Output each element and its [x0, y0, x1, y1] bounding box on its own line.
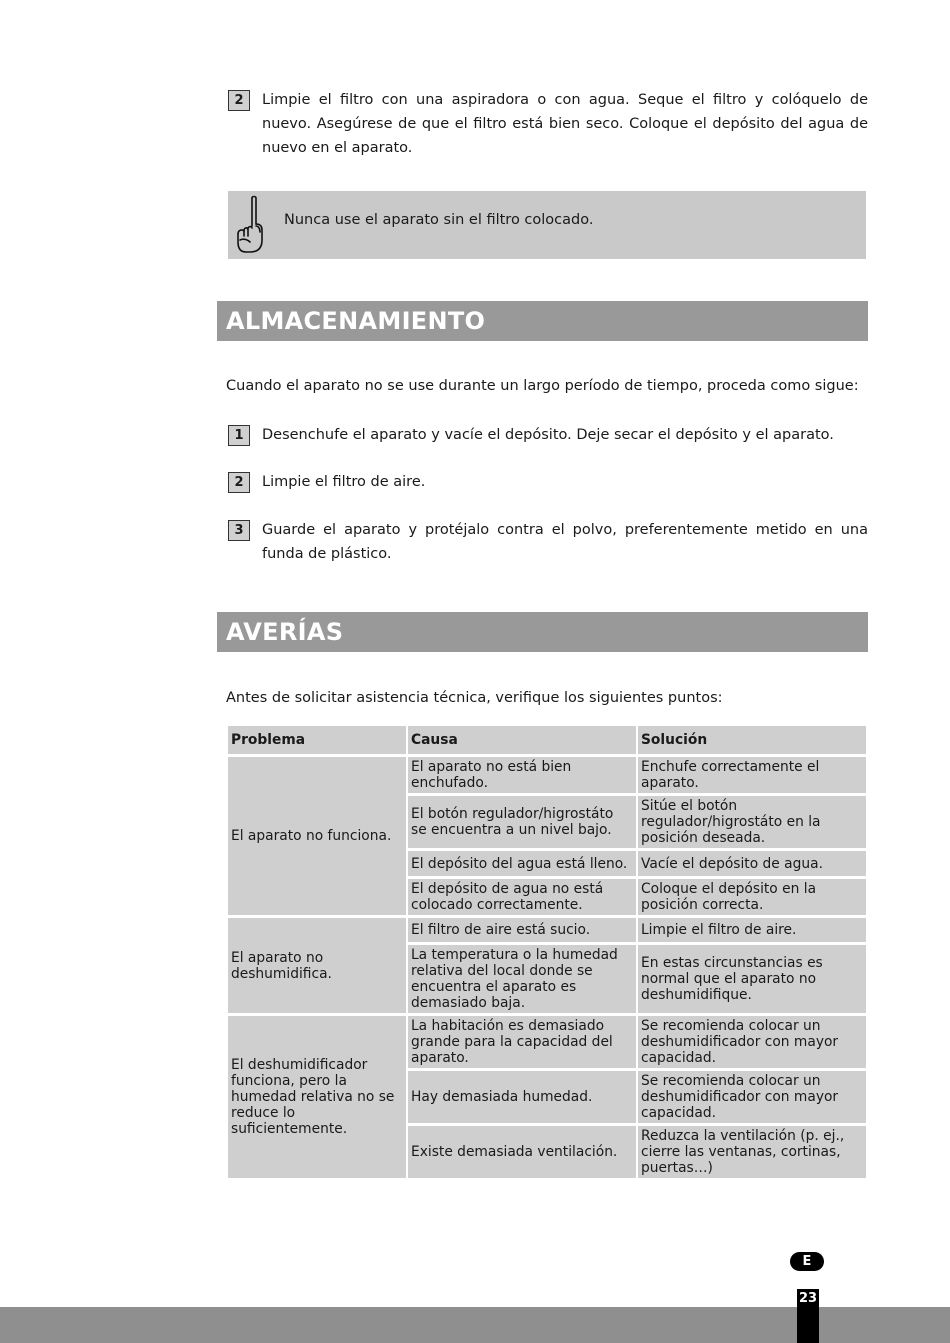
note-text: Nunca use el aparato sin el filtro colocado. [284, 212, 594, 228]
page-number: 23 [798, 1291, 818, 1306]
solution-cell: En estas circunstancias es normal que el aparato no deshumidifique. [638, 945, 866, 1013]
cause-cell: Hay demasiada humedad. [408, 1071, 636, 1123]
storage-intro: Cuando el aparato no se use durante un largo período de tiempo, proceda como sigue: [226, 378, 859, 394]
faults-section-header [217, 612, 868, 652]
cause-cell: El depósito de agua no está colocado correctamente. [408, 879, 636, 915]
storage-step [228, 423, 868, 447]
step-text: Desenchufe el aparato y vacíe el depósito. Deje secar el depósito y el aparato. [262, 427, 834, 443]
storage-title: ALMACENAMIENTO [226, 307, 486, 335]
solution-cell: Vacíe el depósito de agua. [638, 851, 866, 876]
pointing-hand-icon [234, 194, 268, 256]
note-box [228, 191, 866, 259]
step-text: Guarde el aparato y protéjalo contra el polvo, preferentemente metido en una funda de plástico. [262, 522, 868, 562]
cause-cell: El depósito del agua está lleno. [408, 851, 636, 876]
storage-step [228, 518, 868, 566]
problem-cell: El aparato no deshumidifica. [228, 918, 406, 1013]
storage-step [228, 470, 868, 494]
solution-cell: Se recomienda colocar un deshumidificador con mayor capacidad. [638, 1016, 866, 1068]
cause-cell: El botón regulador/higrostáto se encuentra a un nivel bajo. [408, 796, 636, 848]
solution-cell: Reduzca la ventilación (p. ej., cierre las ventanas, cortinas, puertas…) [638, 1126, 866, 1178]
step-text: Limpie el filtro con una aspiradora o con agua. Seque el filtro y colóquelo de nuevo. Asegúrese de que el filtro está bien seco. Coloque el depósito del agua de nuevo en el aparato. [262, 92, 868, 156]
faults-title: AVERÍAS [226, 618, 344, 646]
table-row [228, 918, 866, 942]
problem-cell: El deshumidificador funciona, pero la humedad relativa no se reduce lo suficientemente. [228, 1016, 406, 1178]
solution-cell: Coloque el depósito en la posición correcta. [638, 879, 866, 915]
header-cause: Causa [408, 726, 636, 754]
solution-cell: Enchufe correctamente el aparato. [638, 757, 866, 793]
cause-cell: Existe demasiada ventilación. [408, 1126, 636, 1178]
solution-cell: Sitúe el botón regulador/higrostáto en la posición deseada. [638, 796, 866, 848]
problem-cell: El aparato no funciona. [228, 757, 406, 915]
step-number: 2 [228, 472, 250, 493]
faults-intro: Antes de solicitar asistencia técnica, verifique los siguientes puntos: [226, 690, 723, 706]
step-number: 3 [228, 520, 250, 541]
table-row [228, 757, 866, 793]
storage-section-header [217, 301, 868, 341]
table-row [228, 1016, 866, 1068]
step-number: 2 [228, 90, 250, 111]
troubleshooting-table [226, 723, 868, 1181]
top-step [228, 88, 868, 160]
header-problem: Problema [228, 726, 406, 754]
step-text: Limpie el filtro de aire. [262, 474, 426, 490]
table-header-row [228, 726, 866, 754]
cause-cell: La temperatura o la humedad relativa del local donde se encuentra el aparato es demasiado baja. [408, 945, 636, 1013]
header-solution: Solución [638, 726, 866, 754]
cause-cell: La habitación es demasiado grande para la capacidad del aparato. [408, 1016, 636, 1068]
step-number: 1 [228, 425, 250, 446]
language-badge: E [790, 1252, 824, 1271]
solution-cell: Se recomienda colocar un deshumidificador con mayor capacidad. [638, 1071, 866, 1123]
cause-cell: El aparato no está bien enchufado. [408, 757, 636, 793]
solution-cell: Limpie el filtro de aire. [638, 918, 866, 942]
cause-cell: El filtro de aire está sucio. [408, 918, 636, 942]
